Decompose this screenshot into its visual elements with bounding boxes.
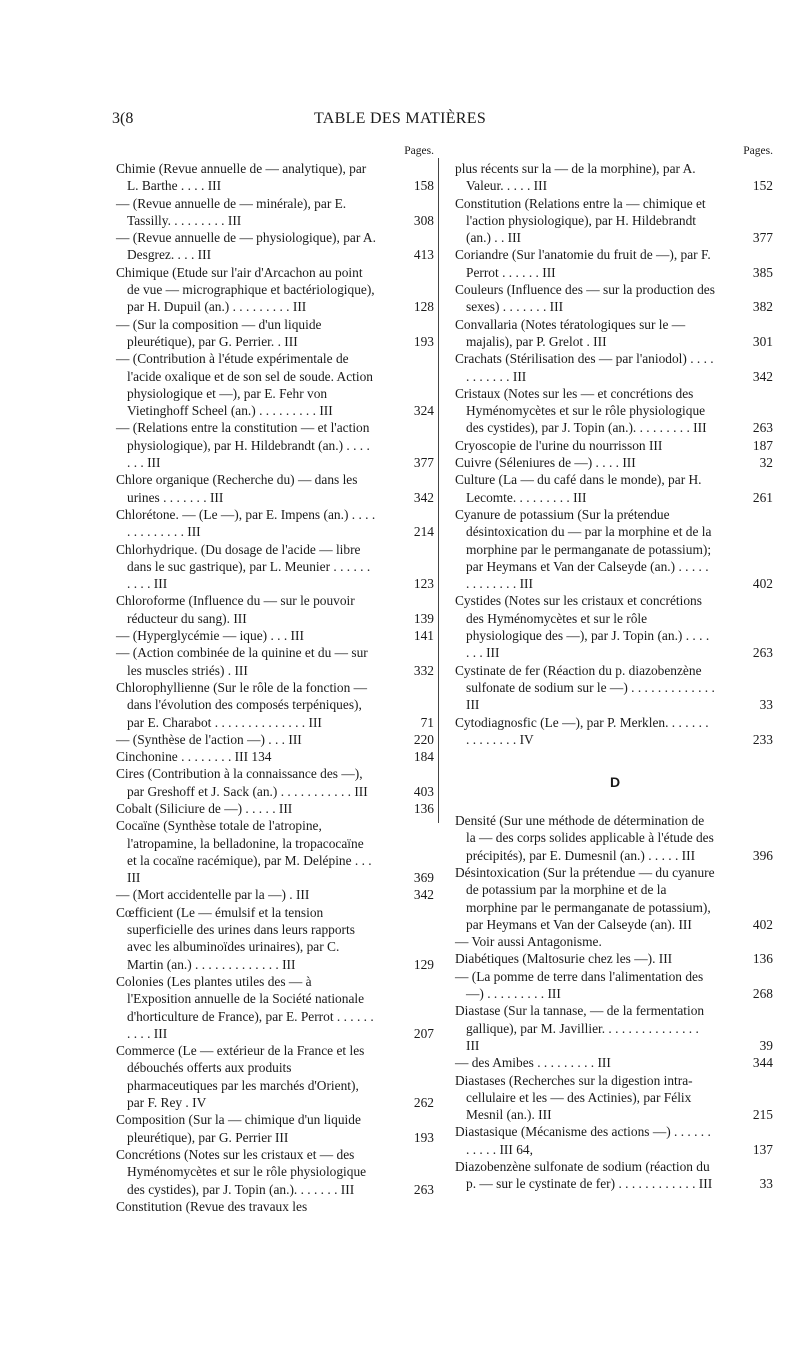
entry-text: Culture (La — du café dans le monde), par H. Lecomte. . . . . . . . . III [455, 472, 702, 505]
entry-page-number: 193 [413, 333, 434, 349]
entry-page-number: 342 [752, 368, 773, 384]
entry-page-number: 342 [413, 887, 434, 903]
entry-text: Chimie (Revue annuelle de — analytique), par L. Barthe . . . . III [116, 161, 367, 194]
index-entry [116, 765, 436, 800]
index-entry [116, 229, 436, 264]
entry-text: Commerce (Le — extérieur de la France et les débouchés offerts aux produits pharmaceutiques par les marchés d'Orient), par F. Rey . IV [116, 1043, 365, 1111]
entry-text: Cyanure de potassium (Sur la prétendue désintoxication du — par la morphine et de la morphine par le permanganate de potassium); par Heymans et Van der Calseyde (an.) . . . . . . . . . . . . . III [455, 506, 712, 592]
entry-text: Crachats (Stérilisation des — par l'aniodol) . . . . . . . . . . . III [455, 351, 714, 384]
entry-text: Désintoxication (Sur la prétendue — du cyanure de potassium par la morphine et de la morphine par le permanganate de potassium), par Heymans et Van der Calseyde (an). III [455, 864, 715, 932]
entry-text: Cocaïne (Synthèse totale de l'atropine, l'atropamine, la belladonine, la tropacocaïne et la cocaïne racémique), par M. Delépine . . . III [116, 818, 372, 886]
index-entry [455, 714, 775, 749]
entry-page-number: 268 [752, 986, 773, 1002]
entry-text: — des Amibes . . . . . . . . . III [455, 1055, 611, 1071]
entry-text: Coriandre (Sur l'anatomie du fruit de —), par F. Perrot . . . . . . III [455, 247, 711, 280]
entry-page-number: 332 [413, 662, 434, 678]
index-entry [455, 281, 775, 316]
entry-text: — (Synthèse de l'action —) . . . III [116, 731, 302, 747]
entry-text: Constitution (Relations entre la — chimique et l'action physiologique), par H. Hildebrandt (an.) . . III [455, 195, 706, 246]
entry-page-number: 263 [752, 420, 773, 436]
index-entry [455, 1158, 775, 1193]
index-entry [116, 748, 436, 765]
entry-text: Chloroforme (Influence du — sur le pouvoir réducteur du sang). III [116, 593, 355, 626]
index-entry [455, 471, 775, 506]
entry-text: Cystinate de fer (Réaction du p. diazobenzène sulfonate de sodium sur le —) . . . . . . . . . . . . . III [455, 662, 715, 713]
index-entry [455, 1072, 775, 1124]
entry-text: — (Contribution à l'étude expérimentale de l'acide oxalique et de son sel de soude. Action physiologique et —), par E. Fehr von Vietinghoff Scheel (an.) . . . . . . . . . III [116, 351, 373, 419]
entry-text: Cinchonine . . . . . . . . III 134 [116, 749, 272, 765]
index-entry [116, 195, 436, 230]
entry-text: plus récents sur la — de la morphine), par A. Valeur. . . . . III [455, 161, 696, 194]
right-column-entries-d [455, 812, 775, 1193]
entry-text: Concrétions (Notes sur les cristaux et — des Hyménomycètes et sur le rôle physiologique des cystides), par J. Topin (an.). . . . . . . III [116, 1146, 367, 1197]
entry-text: — (Relations entre la constitution — et l'action physiologique), par H. Hildebrandt (an.) . . . . . . . III [116, 420, 370, 471]
entry-page-number: 377 [413, 455, 434, 471]
entry-page-number: 215 [752, 1107, 773, 1123]
index-entry [116, 817, 436, 886]
index-entry [455, 385, 775, 437]
entry-page-number: 220 [413, 731, 434, 747]
entry-text: Cystides (Notes sur les cristaux et concrétions des Hyménomycètes et sur le rôle physiologique des —), par J. Topin (an.) . . . . . . . III [455, 593, 710, 661]
index-entry [455, 812, 775, 864]
index-entry [116, 541, 436, 593]
entry-page-number: 396 [752, 847, 773, 863]
entry-text: Diabétiques (Maltosurie chez les —). III [455, 951, 673, 967]
entry-page-number: 385 [752, 264, 773, 280]
entry-text: Cobalt (Siliciure de —) . . . . . III [116, 800, 293, 816]
entry-page-number: 193 [413, 1129, 434, 1145]
index-entry [116, 644, 436, 679]
entry-text: — Voir aussi Antagonisme. [455, 934, 602, 950]
index-entry [116, 1198, 436, 1215]
entry-text: Diastase (Sur la tannase, — de la fermentation gallique), par M. Javillier. . . . . . . . . . . . . . . III [455, 1003, 705, 1053]
entry-text: Cires (Contribution à la connaissance des —), par Greshoff et J. Sack (an.) . . . . . . . . . . . III [116, 766, 368, 799]
index-entry [116, 973, 436, 1042]
entry-text: — (Revue annuelle de — physiologique), par A. Desgrez. . . . III [116, 230, 376, 263]
entry-page-number: 344 [752, 1055, 773, 1071]
index-entry [455, 1002, 775, 1054]
entry-text: Cristaux (Notes sur les — et concrétions des Hyménomycètes et sur le rôle physiologique des cystides), par J. Topin (an.). . . . . . . . . III [455, 385, 707, 436]
entry-text: Diazobenzène sulfonate de sodium (réaction du p. — sur le cystinate de fer) . . . . . . . . . . . . III [455, 1159, 713, 1192]
entry-page-number: 214 [413, 524, 434, 540]
entry-text: Cryoscopie de l'urine du nourrisson III [455, 437, 663, 453]
index-entry [116, 1111, 436, 1146]
entry-page-number: 342 [413, 489, 434, 505]
index-entry [116, 886, 436, 903]
entry-page-number: 128 [413, 299, 434, 315]
entry-page-number: 158 [413, 178, 434, 194]
index-entry [116, 627, 436, 644]
index-entry [455, 246, 775, 281]
entry-page-number: 187 [752, 437, 773, 453]
entry-text: Chlorophyllienne (Sur le rôle de la fonction — dans l'évolution des composés terpéniques), par E. Charabot . . . . . . . . . . . . . . III [116, 679, 368, 730]
index-entry [116, 592, 436, 627]
entry-page-number: 308 [413, 212, 434, 228]
entry-page-number: 263 [413, 1181, 434, 1197]
index-entry [116, 800, 436, 817]
page-header [0, 110, 800, 134]
entry-page-number: 123 [413, 576, 434, 592]
entry-page-number: 32 [759, 455, 773, 471]
entry-text: Convallaria (Notes tératologiques sur le — majalis), par P. Grelot . III [455, 316, 686, 349]
entry-text: Cytodiagnosfic (Le —), par P. Merklen. . . . . . . . . . . . . . . IV [455, 714, 709, 747]
index-entry [116, 471, 436, 506]
entry-page-number: 141 [413, 628, 434, 644]
pages-label-right: Pages. [743, 145, 773, 157]
index-entry [455, 662, 775, 714]
entry-page-number: 184 [413, 749, 434, 765]
index-entry [116, 316, 436, 351]
entry-text: — (Hyperglycémie — ique) . . . III [116, 628, 304, 644]
index-entry [455, 864, 775, 933]
entry-text: — (Mort accidentelle par la —) . III [116, 887, 310, 903]
entry-page-number: 301 [752, 333, 773, 349]
entry-page-number: 137 [752, 1141, 773, 1157]
entry-text: Couleurs (Influence des — sur la production des sexes) . . . . . . . III [455, 282, 715, 315]
index-entry [455, 1123, 775, 1158]
section-letter: D [609, 774, 621, 791]
entry-page-number: 369 [413, 870, 434, 886]
page-number: 3(8 [112, 110, 134, 127]
index-entry [455, 592, 775, 661]
index-entry [455, 316, 775, 351]
entry-text: Colonies (Les plantes utiles des — à l'Exposition annuelle de la Société nationale d'horticulture de France), par E. Perrot . . . . . . . . . . III [116, 973, 374, 1041]
entry-page-number: 152 [752, 178, 773, 194]
index-entry [455, 350, 775, 385]
entry-page-number: 377 [752, 230, 773, 246]
entry-text: Diastases (Recherches sur la digestion intra-cellulaire et les — des Actinies), par Félix Mesnil (an.). III [455, 1072, 693, 1123]
index-entry [455, 1054, 775, 1071]
entry-page-number: 207 [413, 1025, 434, 1041]
index-entry [455, 506, 775, 592]
entry-page-number: 382 [752, 299, 773, 315]
index-entry [455, 195, 775, 247]
entry-page-number: 39 [759, 1037, 773, 1053]
index-entry [116, 350, 436, 419]
index-entry [455, 933, 775, 950]
entry-page-number: 33 [759, 697, 773, 713]
entry-page-number: 324 [413, 403, 434, 419]
column-divider [438, 158, 439, 823]
index-entry [455, 160, 775, 195]
index-entry [116, 679, 436, 731]
entry-text: Chlorhydrique. (Du dosage de l'acide — libre dans le suc gastrique), par L. Meunier . . . . . . . . . . III [116, 541, 371, 592]
entry-text: Cuivre (Séleniures de —) . . . . III [455, 455, 636, 471]
index-entry [116, 264, 436, 316]
entry-page-number: 262 [413, 1095, 434, 1111]
entry-text: Chlore organique (Recherche du) — dans les urines . . . . . . . III [116, 472, 358, 505]
entry-page-number: 402 [752, 916, 773, 932]
entry-text: Diastasique (Mécanisme des actions —) . . . . . . . . . . . III 64, [455, 1124, 711, 1157]
entry-text: — (La pomme de terre dans l'alimentation des —) . . . . . . . . . III [455, 968, 704, 1002]
index-entry [116, 160, 436, 195]
right-column-entries-c [455, 160, 775, 748]
entry-text: Cœfficient (Le — émulsif et la tension superficielle des urines dans leurs rapports avec les albuminoïdes urinaires), par C. Martin (an.) . . . . . . . . . . . . . III [116, 904, 355, 972]
entry-page-number: 402 [752, 576, 773, 592]
index-entry [455, 950, 775, 967]
index-entry [116, 506, 436, 541]
index-entry [116, 1042, 436, 1111]
entry-page-number: 33 [759, 1176, 773, 1192]
pages-label: Pages. [404, 145, 434, 157]
index-entry [116, 419, 436, 471]
entry-page-number: 129 [413, 956, 434, 972]
entry-page-number: 136 [413, 800, 434, 816]
page-title: TABLE DES MATIÈRES [313, 110, 487, 127]
entry-page-number: 263 [752, 645, 773, 661]
left-column [116, 143, 436, 1215]
index-entry [455, 454, 775, 471]
entry-text: Chlorétone. — (Le —), par E. Impens (an.) . . . . . . . . . . . . . III [116, 506, 376, 540]
entry-text: Chimique (Etude sur l'air d'Arcachon au point de vue — micrographique et bactériologique), par H. Dupuil (an.) . . . . . . . . . III [116, 264, 375, 315]
index-entry [116, 904, 436, 973]
entry-page-number: 139 [413, 610, 434, 626]
entry-text: Composition (Sur la — chimique d'un liquide pleurétique), par G. Perrier III [116, 1112, 361, 1145]
entry-text: — (Revue annuelle de — minérale), par E. Tassilly. . . . . . . . . III [116, 195, 347, 228]
index-entry [116, 731, 436, 748]
entry-page-number: 136 [752, 951, 773, 967]
entry-text: Densité (Sur une méthode de détermination de la — des corps solides applicable à l'étude des précipités), par E. Dumesnil (an.) . . . . . III [455, 813, 714, 863]
entry-text: — (Sur la composition — d'un liquide pleurétique), par G. Perrier. . III [116, 316, 322, 349]
entry-page-number: 71 [420, 714, 434, 730]
entry-text: — (Action combinée de la quinine et du — sur les muscles striés) . III [116, 645, 368, 678]
right-column [455, 143, 775, 1193]
entry-page-number: 403 [413, 783, 434, 799]
entry-page-number: 413 [413, 247, 434, 263]
index-entry [116, 1146, 436, 1198]
index-entry [455, 968, 775, 1003]
index-entry [455, 437, 775, 454]
entry-page-number: 233 [752, 731, 773, 747]
entry-text: Constitution (Revue des travaux les [116, 1198, 308, 1214]
entry-page-number: 261 [752, 489, 773, 505]
